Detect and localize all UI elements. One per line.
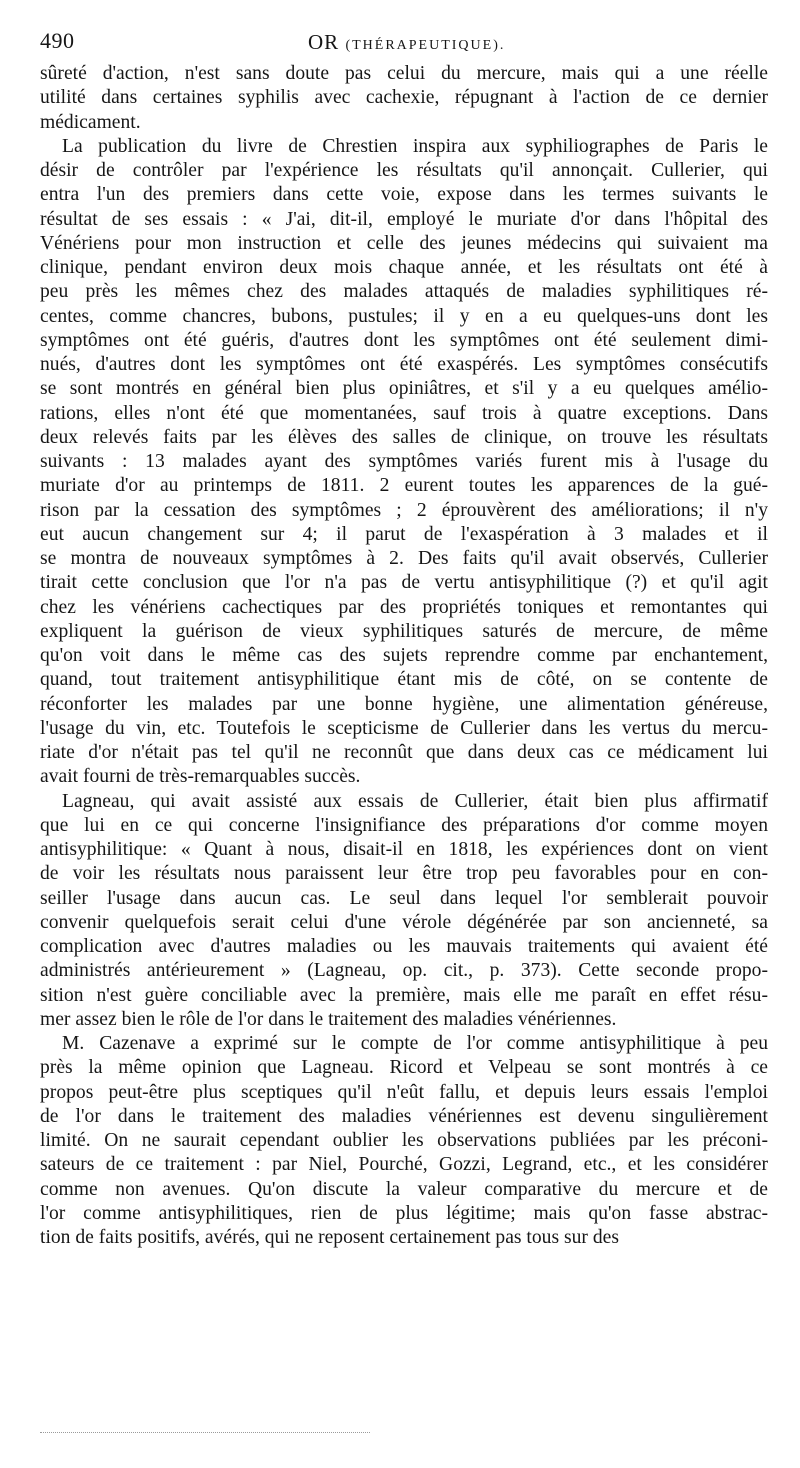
text-line: quand, tout traitement antisyphilitique étant mis de côté, on se contente de xyxy=(40,669,768,691)
page-header xyxy=(40,22,764,62)
running-subtitle: (THÉRAPEUTIQUE). xyxy=(345,38,506,53)
text-line: administrés antérieurement » (Lagneau, op. cit., p. 373). Cette seconde propo- xyxy=(40,960,768,982)
text-line: clinique, pendant environ deux mois chaque année, et les résultats ont été à xyxy=(40,257,768,278)
text-line: expliquent la guérison de vieux syphilitiques saturés de mercure, de même xyxy=(40,620,768,642)
text-line: propos peut-être plus sceptiques qu'il n'eût fallu, et depuis leurs essais l'emploi xyxy=(40,1081,768,1103)
text-line: tion de faits positifs, avérés, qui ne reposent certainement pas tous sur des xyxy=(40,1227,619,1248)
text-line: eut aucun changement sur 4; il parut de l'exaspération à 3 malades et il xyxy=(40,523,768,545)
text-line: de l'or dans le traitement des maladies vénériennes est devenu singulièrement xyxy=(40,1105,768,1127)
text-line: seiller l'usage dans aucun cas. Le seul dans lequel l'or semblerait pouvoir xyxy=(40,887,768,909)
text-line: peu près les mêmes chez des malades attaqués de maladies syphilitiques ré- xyxy=(40,281,768,303)
text-line: réconforter les malades par une bonne hygiène, une alimentation généreuse, xyxy=(40,693,768,715)
text-line: rison par la cessation des symptômes ; 2 éprouvèrent des améliorations; il n'y xyxy=(40,499,768,521)
text-line: médicament. xyxy=(40,111,141,133)
body-text xyxy=(40,62,768,1250)
text-line: avait fourni de très-remarquables succès. xyxy=(40,766,361,788)
running-title: OR xyxy=(308,30,340,54)
text-line: sûreté d'action, n'est sans doute pas celui du mercure, mais qui a une réelle xyxy=(40,63,768,84)
text-line: deux relevés faits par les élèves des salles de clinique, on trouve les résultats xyxy=(40,426,768,448)
text-line: utilité dans certaines syphilis avec cachexie, répugnant à l'action de ce dernier xyxy=(40,87,768,109)
text-line: suivants : 13 malades ayant des symptômes variés furent mis à l'usage du xyxy=(40,451,768,472)
text-line: l'or comme antisyphilitiques, rien de plus légitime; mais qu'on fasse abstrac- xyxy=(40,1202,768,1224)
text-line: M. Cazenave a exprimé sur le compte de l'or comme antisyphilitique à peu xyxy=(62,1033,768,1054)
text-line: résultat de ses essais : « J'ai, dit-il, employé le muriate d'or dans l'hôpital des xyxy=(40,208,768,230)
text-line: Lagneau, qui avait assisté aux essais de Cullerier, était bien plus affirmatif xyxy=(62,790,768,812)
text-line: sition n'est guère conciliable avec la première, mais elle me paraît en effet résu- xyxy=(40,984,768,1006)
text-line: près la même opinion que Lagneau. Ricord et Velpeau se sont montrés à ce xyxy=(40,1057,768,1079)
text-line: sateurs de ce traitement : par Niel, Pourché, Gozzi, Legrand, etc., et les considérer xyxy=(40,1154,768,1176)
text-line: comme non avenues. Qu'on discute la valeur comparative du mercure et de xyxy=(40,1178,768,1200)
running-head xyxy=(308,30,505,55)
text-line: muriate d'or au printemps de 1811. 2 eurent toutes les apparences de la gué- xyxy=(40,475,768,497)
text-line: que lui en ce qui concerne l'insignifiance des préparations d'or comme moyen xyxy=(40,814,768,836)
text-line: se sont montrés en général bien plus opiniâtres, et s'il y a eu quelques amélio- xyxy=(40,378,768,400)
text-line: qu'on voit dans le même cas des sujets reprendre comme par enchantement, xyxy=(40,645,768,666)
text-line: l'usage du vin, etc. Toutefois le scepticisme de Cullerier dans les vertus du mercu- xyxy=(40,717,768,739)
text-line: nués, d'autres dont les symptômes ont été exaspérés. Les symptômes consécutifs xyxy=(40,354,768,375)
text-line: La publication du livre de Chrestien inspira aux syphiliographes de Paris le xyxy=(62,135,768,157)
text-line: antisyphilitique: « Quant à nous, disait-il en 1818, les expériences dont on vient xyxy=(40,839,768,860)
text-line: convenir quelquefois serait celui d'une vérole dégénérée par son ancienneté, sa xyxy=(40,911,768,933)
page-number: 490 xyxy=(40,28,75,53)
text-line: limité. On ne saurait cependant oublier les observations publiées par les préconi- xyxy=(40,1130,768,1151)
text-line: complication avec d'autres maladies ou les mauvais traitements qui avaient été xyxy=(40,936,768,957)
text-line: centes, comme chancres, bubons, pustules; il y en a eu quelques-uns dont les xyxy=(40,305,768,327)
text-line: chez les vénériens cachectiques par des propriétés toniques et remontantes qui xyxy=(40,596,768,618)
text-line: symptômes ont été guéris, d'autres dont les symptômes ont été seulement dimi- xyxy=(40,329,768,351)
text-line: entra l'un des premiers dans cette voie, expose dans les termes suivants le xyxy=(40,184,768,206)
text-line: Vénériens pour mon instruction et celle des jeunes médecins qui suivaient ma xyxy=(40,232,768,254)
text-line: riate d'or n'était pas tel qu'il ne reconnût que dans deux cas ce médicament lui xyxy=(40,742,768,763)
text-line: se montra de nouveaux symptômes à 2. Des faits qu'il avait observés, Cullerier xyxy=(40,548,768,569)
footer-rule xyxy=(40,1432,370,1435)
text-line: tirait cette conclusion que l'or n'a pas de vertu antisyphilitique (?) et qu'il agit xyxy=(40,572,768,594)
text-line: désir de contrôler par l'expérience les résultats qu'il annonçait. Cullerier, qui xyxy=(40,160,768,181)
text-line: rations, elles n'ont été que momentanées, sauf trois à quatre exceptions. Dans xyxy=(40,402,768,424)
text-line: mer assez bien le rôle de l'or dans le traitement des maladies vénériennes. xyxy=(40,1008,617,1030)
text-line: de voir les résultats nous paraissent leur être trop peu favorables pour en con- xyxy=(40,863,768,885)
